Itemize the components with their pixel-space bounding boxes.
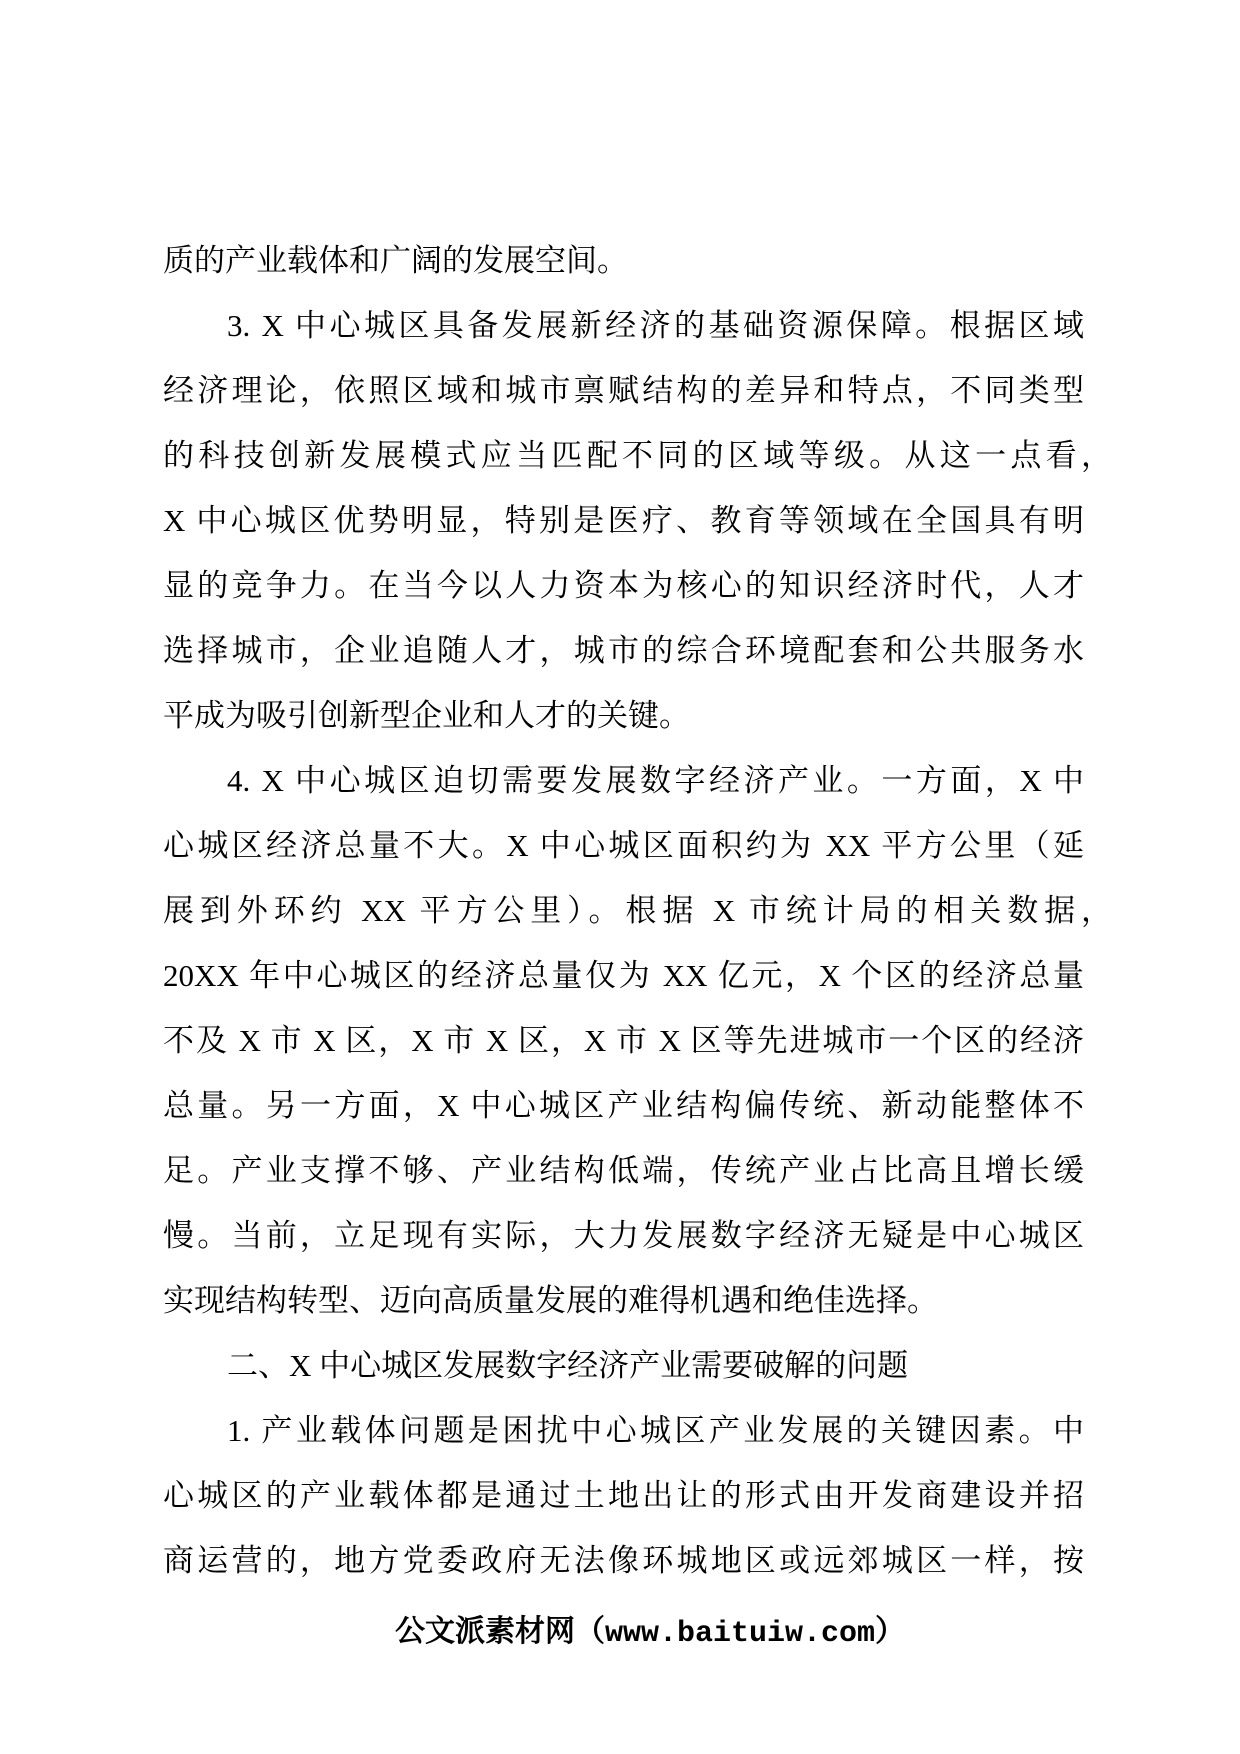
text-line: 足。产业支撑不够、产业结构低端，传统产业占比高且增长缓 (163, 1153, 1084, 1188)
text-line: 显的竞争力。在当今以人力资本为核心的知识经济时代，人才 (163, 568, 1084, 603)
text-line: 心城区的产业载体都是通过土地出让的形式由开发商建设并招 (163, 1478, 1084, 1513)
text-line: 1. 产业载体问题是困扰中心城区产业发展的关键因素。中 (227, 1413, 1084, 1448)
paragraph-item-1 (163, 1398, 1112, 1593)
text-line: 总量。另一方面，X 中心城区产业结构偏传统、新动能整体不 (163, 1088, 1084, 1123)
body-text (163, 228, 1112, 1593)
text-line: 选择城市，企业追随人才，城市的综合环境配套和公共服务水 (163, 633, 1084, 668)
text-line: 20XX 年中心城区的经济总量仅为 XX 亿元，X 个区的经济总量 (163, 958, 1084, 993)
paragraph-item-4 (163, 748, 1112, 1333)
text-line: 3. X 中心城区具备发展新经济的基础资源保障。根据区域 (227, 308, 1084, 343)
text-line: 不及 X 市 X 区，X 市 X 区，X 市 X 区等先进城市一个区的经济 (163, 1023, 1084, 1058)
continued-text-line: 质的产业载体和广阔的发展空间。 (163, 243, 628, 278)
text-line: 平成为吸引创新型企业和人才的关键。 (163, 698, 690, 733)
text-line: 慢。当前，立足现有实际，大力发展数字经济无疑是中心城区 (163, 1218, 1084, 1253)
text-line: 心城区经济总量不大。X 中心城区面积约为 XX 平方公里（延 (163, 828, 1084, 863)
footer-watermark: 公文派素材网（www.baituiw.com） (394, 1617, 906, 1651)
section-heading: 二、X 中心城区发展数字经济产业需要破解的问题 (227, 1348, 909, 1383)
text-line: 4. X 中心城区迫切需要发展数字经济产业。一方面，X 中 (227, 763, 1084, 798)
text-line: 的科技创新发展模式应当匹配不同的区域等级。从这一点看， (163, 438, 1112, 473)
text-line: 实现结构转型、迈向高质量发展的难得机遇和绝佳选择。 (163, 1283, 938, 1318)
text-line: X 中心城区优势明显，特别是医疗、教育等领域在全国具有明 (163, 503, 1084, 538)
text-line: 展到外环约 XX 平方公里）。根据 X 市统计局的相关数据， (163, 893, 1112, 928)
paragraph-item-3 (163, 293, 1112, 748)
text-line: 商运营的，地方党委政府无法像环城地区或远郊城区一样，按 (163, 1543, 1084, 1578)
text-line: 经济理论，依照区域和城市禀赋结构的差异和特点，不同类型 (163, 373, 1084, 408)
